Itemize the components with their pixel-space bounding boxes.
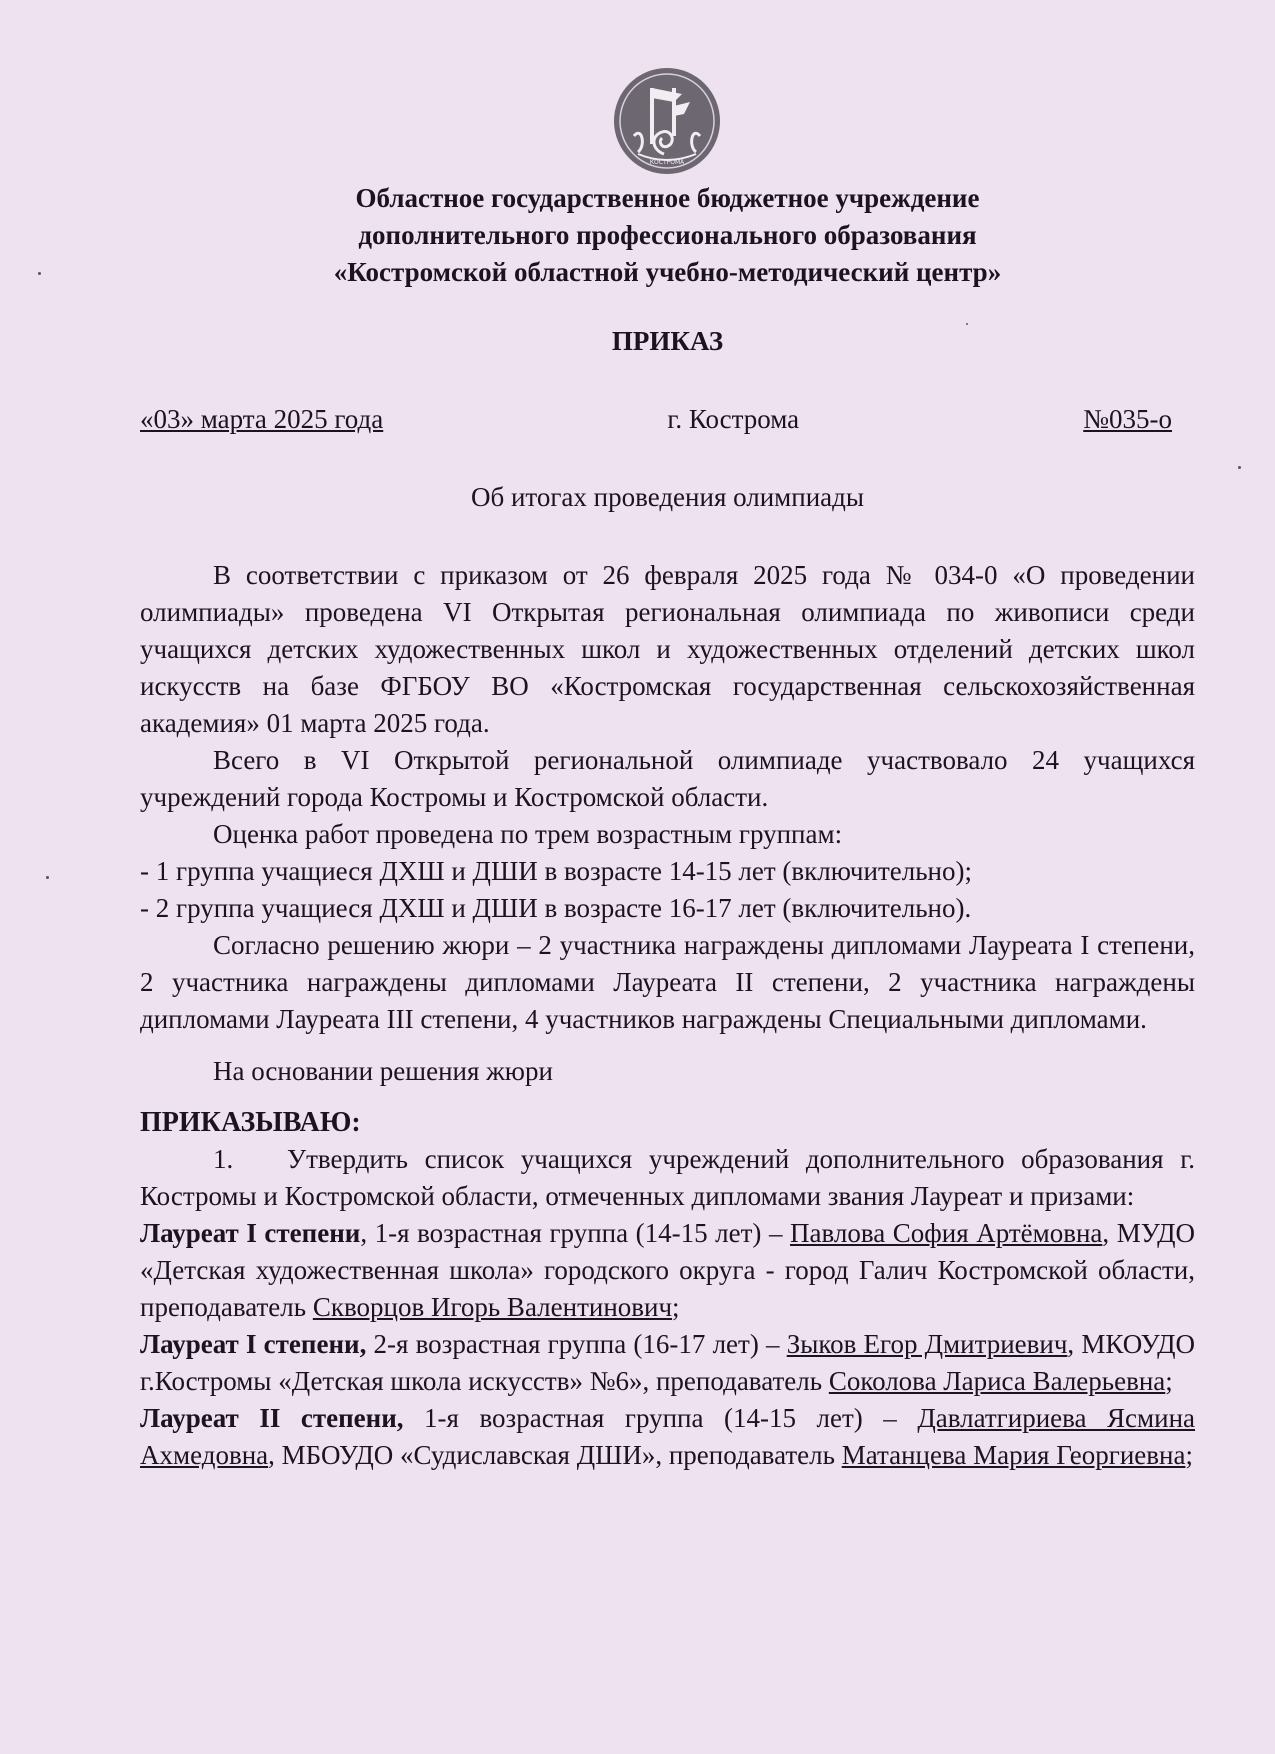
list-item: - 2 группа учащиеся ДХШ и ДШИ в возрасте 16-17 лет (включительно). [140,893,972,923]
award-group: , 1-я возрастная группа (14-15 лет) – [360,1218,790,1248]
list-item: - 1 группа учащиеся ДХШ и ДШИ в возрасте 14-15 лет (включительно); [140,856,972,886]
paragraph: Всего в VI Открытой региональной олимпиаде участвовало 24 учащихся учреждений города Костромы и Костромской области. [140,745,1195,812]
order-meta [140,404,1172,435]
paragraph: В соответствии с приказом от 26 февраля 2025 года № 034-0 «О проведении олимпиады» проведена VI Открытая региональная олимпиада по живописи среди учащихся детских художественных школ и художественных отделений детских школ искусств на базе ФГБОУ ВО «Костромская государственная сельскохозяйственная академия» 01 марта 2025 года. [140,560,1195,738]
award-end: ; [1165,1366,1173,1396]
award-teacher: Скворцов Игорь Валентинович [312,1292,673,1322]
award-title: Лауреат I степени [140,1218,361,1248]
order-date: «03» марта 2025 года [140,404,384,434]
music-school-emblem-icon [612,66,722,176]
organization-header [140,180,1195,291]
paragraph: На основании решения жюри [213,1056,553,1086]
award-group: 1-я возрастная группа (14-15 лет) – [403,1403,918,1433]
order-number: №035-о [1083,404,1172,434]
scan-speck [38,272,41,275]
header-line: дополнительного профессионального образования [358,220,977,250]
award-student: Зыков Егор Дмитриевич [786,1329,1068,1359]
award-student: Павлова София Артёмовна [790,1218,1103,1248]
award-end: ; [1185,1440,1193,1470]
scan-speck [46,876,49,879]
paragraph: Согласно решению жюри – 2 участника награждены дипломами Лауреата I степени, 2 участника награждены дипломами Лауреата II степени, 2 участника награждены дипломами Лауреата III степени, 4 участников награждены Специальными дипломами. [140,930,1195,1034]
award-entry [140,1326,1195,1400]
header-line: Областное государственное бюджетное учреждение [355,183,980,213]
award-school: , МКОУДО г.Костромы «Детская школа искусств» №6», преподаватель [140,1329,1195,1396]
award-teacher: Матанцева Мария Георгиевна [841,1440,1186,1470]
award-school: , МБОУДО «Судиславская ДШИ», преподаватель [268,1440,842,1470]
award-title: Лауреат I степени, [140,1329,367,1359]
paragraph: Оценка работ проведена по трем возрастным группам: [213,819,843,849]
scan-speck [966,323,968,325]
header-line: «Костромской областной учебно-методический центр» [333,257,1002,287]
award-school: , МУДО «Детская художественная школа» городского округа - город Галич Костромской области, преподаватель [140,1218,1196,1322]
svg-text:КОСТРОМА: КОСТРОМА [649,159,685,166]
award-entry [140,1215,1195,1326]
award-entry [140,1400,1195,1474]
scan-speck [1238,466,1241,469]
award-student: Давлатгириева Ясмина Ахмедовна [140,1403,1196,1470]
award-end: ; [672,1292,680,1322]
item-number: 1. [213,1144,234,1174]
award-group: 2-я возрастная группа (16-17 лет) – [366,1329,787,1359]
document-title: ПРИКАЗ [611,326,724,356]
document-body [140,557,1195,1474]
decree-heading: ПРИКАЗЫВАЮ: [140,1107,361,1138]
award-teacher: Соколова Лариса Валерьевна [828,1366,1166,1396]
award-title: Лауреат II степени, [140,1403,404,1433]
order-subject: Об итогах проведения олимпиады [470,482,865,512]
item-text: Утвердить список учащихся учреждений дополнительного образования г. Костромы и Костромской области, отмеченных дипломами звания Лауреат и призами: [140,1144,1195,1211]
decree-item [140,1141,1195,1215]
order-city: г. Кострома [667,404,800,434]
